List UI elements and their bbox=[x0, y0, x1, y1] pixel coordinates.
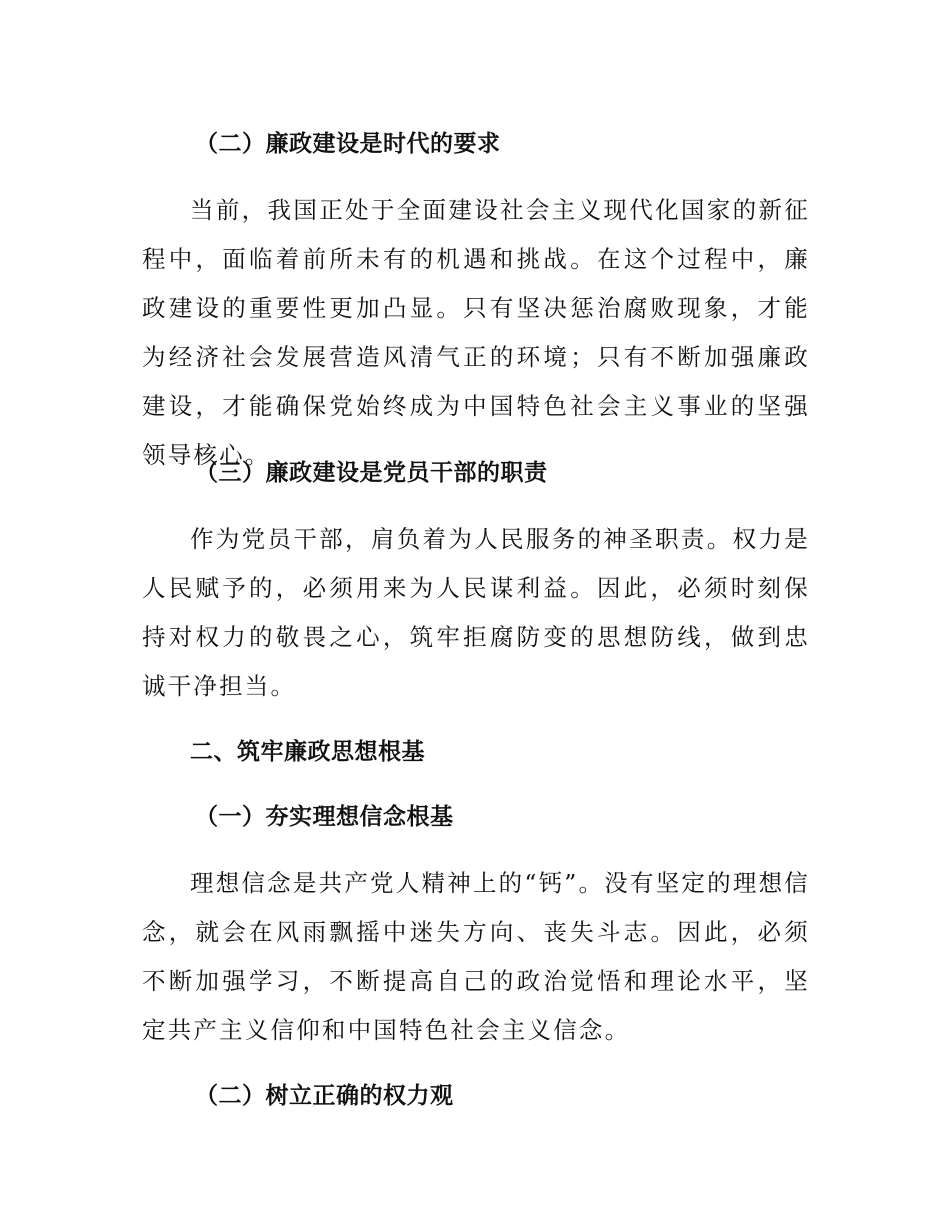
paragraph-era-requirement: 当前，我国正处于全面建设社会主义现代化国家的新征程中，面临着前所未有的机遇和挑战。在这个过程中，廉政建设的重要性更加凸显。只有坚决惩治腐败现象，才能为经济社会发展营造风清气正的环境；只有不断加强廉政建设，才能确保党始终成为中国特色社会主义事业的坚强领导核心。 bbox=[142, 196, 810, 469]
subheading-era-requirement: （二）廉政建设是时代的要求 bbox=[195, 131, 501, 157]
subheading-power-view: （二）树立正确的权力观 bbox=[195, 1083, 454, 1109]
paragraph-cadre-duty: 作为党员干部，肩负着为人民服务的神圣职责。权力是人民赋予的，必须用来为人民谋利益。因此，必须时刻保持对权力的敬畏之心，筑牢拒腐防变的思想防线，做到忠诚干净担当。 bbox=[142, 525, 810, 700]
subheading-cadre-duty: （三）廉政建设是党员干部的职责 bbox=[195, 460, 548, 486]
subheading-ideals: （一）夯实理想信念根基 bbox=[195, 804, 454, 830]
section-title-two: 二、筑牢廉政思想根基 bbox=[190, 739, 425, 765]
paragraph-ideals: 理想信念是共产党人精神上的“钙”。没有坚定的理想信念，就会在风雨飘摇中迷失方向、丧失斗志。因此，必须不断加强学习，不断提高自己的政治觉悟和理论水平，坚定共产主义信仰和中国特色社会主义信念。 bbox=[142, 869, 810, 1044]
